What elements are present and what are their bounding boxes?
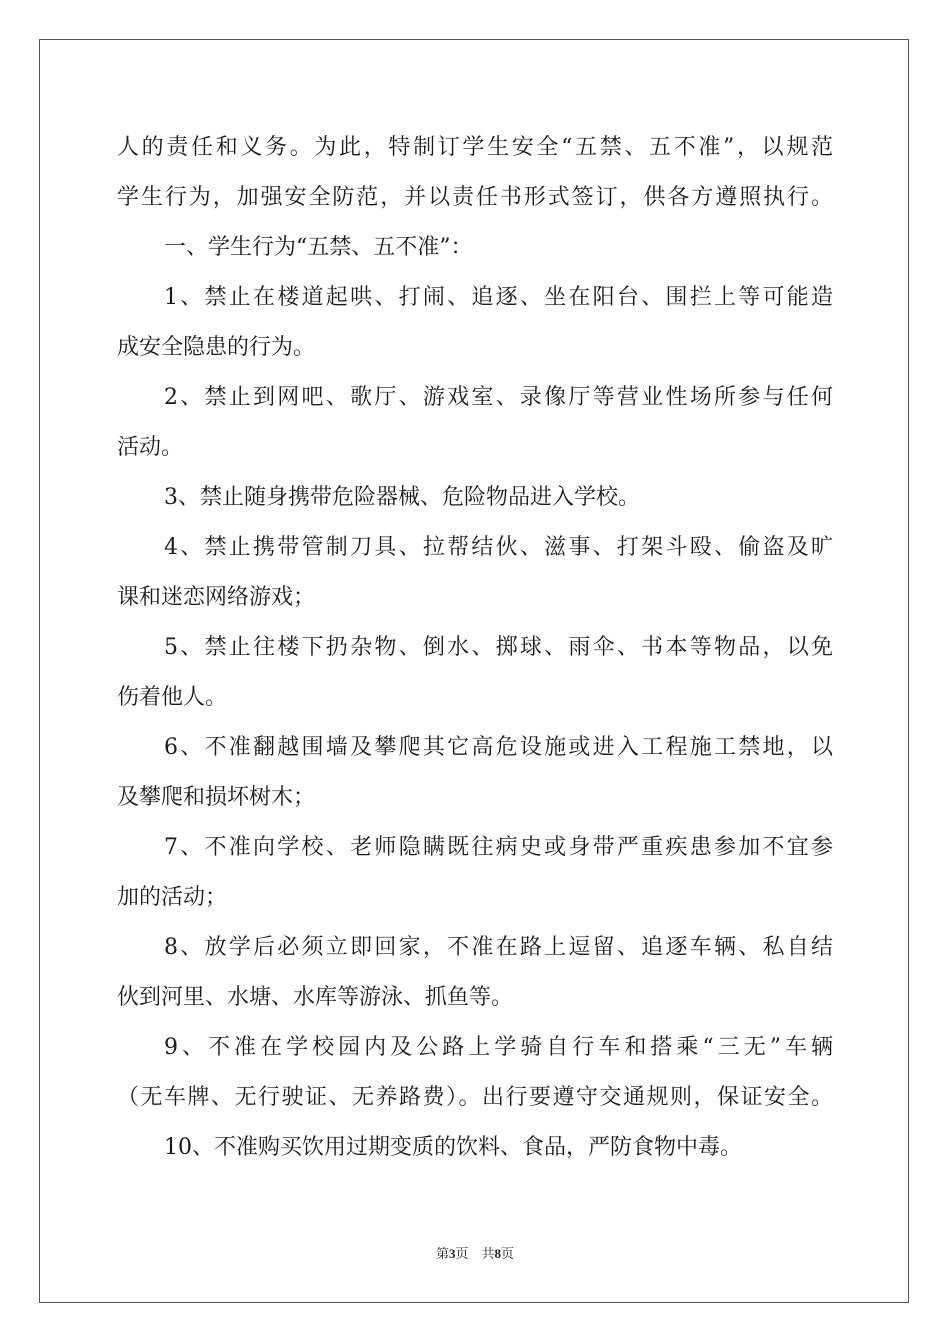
rule-item-7-cont: 加的活动； — [117, 885, 228, 910]
paragraph-line: 人的责任和义务。为此，特制订学生安全“五禁、五不准”，以规范 — [117, 135, 833, 160]
document-body — [117, 123, 833, 1173]
current-page-number: 3 — [448, 1246, 456, 1261]
rule-item-2: 2、禁止到网吧、歌厅、游戏室、录像厅等营业性场所参与任何 — [164, 385, 833, 410]
rule-item-4-cont: 课和迷恋网络游戏； — [117, 585, 316, 610]
rule-item-3: 3、禁止随身携带危险器械、危险物品进入学校。 — [164, 485, 640, 510]
rule-item-5: 5、禁止往楼下扔杂物、倒水、掷球、雨伞、书本等物品，以免 — [164, 635, 833, 660]
rule-item-6: 6、不准翻越围墙及攀爬其它高危设施或进入工程施工禁地，以 — [164, 735, 833, 760]
page-prefix: 第 — [435, 1247, 449, 1262]
rule-item-9-cont: （无车牌、无行驶证、无养路费）。出行要遵守交通规则，保证安全。 — [117, 1085, 833, 1110]
rule-item-10: 10、不准购买饮用过期变质的饮料、食品，严防食物中毒。 — [164, 1135, 742, 1160]
page-footer — [0, 1244, 950, 1265]
rule-item-5-cont: 伤着他人。 — [117, 685, 228, 710]
total-page-number: 8 — [494, 1246, 501, 1261]
rule-item-2-cont: 活动。 — [117, 435, 184, 460]
rule-item-9: 9、不准在学校园内及公路上学骑自行车和搭乘“三无”车辆 — [164, 1035, 833, 1060]
rule-item-6-cont: 及攀爬和损坏树木； — [117, 785, 316, 810]
section-heading: 一、学生行为“五禁、五不准”： — [164, 235, 473, 260]
page-mid: 页 共 — [455, 1247, 495, 1262]
paragraph-line: 学生行为，加强安全防范，并以责任书形式签订，供各方遵照执行。 — [117, 185, 833, 210]
rule-item-1: 1、禁止在楼道起哄、打闹、追逐、坐在阳台、围拦上等可能造 — [164, 285, 833, 310]
rule-item-1-cont: 成安全隐患的行为。 — [117, 335, 316, 360]
page-suffix: 页 — [501, 1247, 515, 1262]
rule-item-8: 8、放学后必须立即回家，不准在路上逗留、追逐车辆、私自结 — [164, 935, 833, 960]
rule-item-7: 7、不准向学校、老师隐瞒既往病史或身带严重疾患参加不宜参 — [164, 835, 833, 860]
rule-item-4: 4、禁止携带管制刀具、拉帮结伙、滋事、打架斗殴、偷盗及旷 — [164, 535, 833, 560]
rule-item-8-cont: 伙到河里、水塘、水库等游泳、抓鱼等。 — [117, 985, 514, 1010]
